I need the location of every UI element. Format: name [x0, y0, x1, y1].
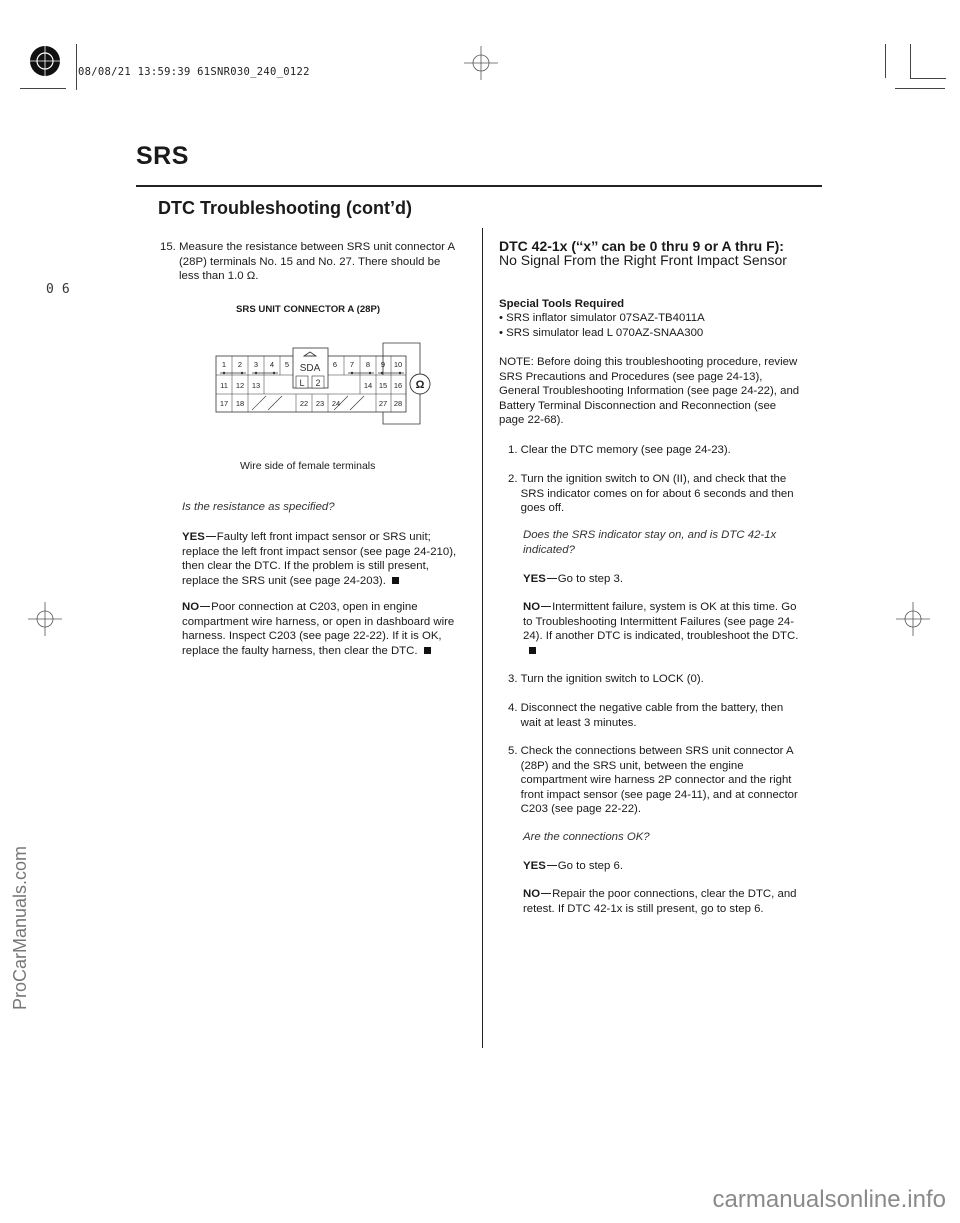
pin-label: 17 [219, 399, 229, 408]
step-text: Disconnect the negative cable from the battery, then wait at least 3 minutes. [520, 702, 784, 729]
connector-2-label: 2 [315, 378, 321, 388]
pin-label: 12 [235, 381, 245, 390]
step-text: Turn the ignition switch to LOCK (0). [520, 673, 704, 685]
crop-mark [885, 44, 886, 78]
pin-label: 28 [393, 399, 403, 408]
step-number: 5. [508, 745, 518, 757]
connector-svg [210, 338, 440, 438]
question-indicator: Does the SRS indicator stay on, and is DTC 42-1x indicated? [523, 529, 777, 556]
section-title: DTC Troubleshooting (cont’d) [158, 198, 412, 218]
pin-label: 11 [220, 381, 228, 390]
yes-label: YES [523, 573, 546, 585]
yes-text: Go to step 3. [557, 573, 624, 585]
pin-label: 15 [378, 381, 388, 390]
tool-item: • SRS inflator simulator 07SAZ-TB4011A [499, 312, 705, 324]
column-divider [482, 228, 483, 1048]
answer-yes [182, 530, 462, 588]
step-4 [508, 701, 804, 730]
dtc-heading: DTC 42-1x (‘‘x’’ can be 0 thru 9 or A thru F): [499, 238, 784, 254]
note-text: NOTE: Before doing this troubleshooting procedure, review SRS Precautions and Procedures (see page 24-13), General Troubleshooting Information (see page 24-22), and Battery Terminal Disconnection and Reconnection (see page 22-68). [499, 356, 800, 427]
pin-label: 2 [237, 360, 243, 369]
page-brand: SRS [136, 142, 189, 170]
step-number: 2. [508, 473, 518, 485]
no-label: NO [523, 888, 541, 900]
step-5 [508, 744, 804, 817]
yes-text: Go to step 6. [557, 860, 624, 872]
step-3 [508, 672, 804, 687]
answer-yes [523, 859, 803, 874]
crop-mark [20, 88, 66, 89]
crosshair-icon [896, 602, 930, 636]
answer-no [523, 887, 808, 916]
crosshair-icon [28, 602, 62, 636]
connector-sda-label: SDA [299, 363, 321, 374]
pin-label: 8 [365, 360, 371, 369]
dtc-subtitle: No Signal From the Right Front Impact Sensor [499, 252, 787, 268]
print-stamp: 08/08/21 13:59:39 61SNR030_240_0122 [78, 66, 310, 78]
connector-caption: Wire side of female terminals [240, 460, 376, 472]
ohmmeter-symbol: Ω [415, 379, 425, 391]
answer-yes [523, 572, 803, 587]
end-mark-icon [529, 647, 536, 654]
pin-label: 7 [349, 360, 355, 369]
tools-heading: Special Tools Required [499, 298, 625, 310]
tool-item: • SRS simulator lead L 070AZ-SNAA300 [499, 327, 704, 339]
step-number: 3. [508, 673, 518, 685]
crop-mark [910, 78, 946, 79]
pin-label: 6 [332, 360, 338, 369]
pin-label: 4 [269, 360, 275, 369]
pin-label: 5 [284, 360, 290, 369]
step-number: 15. [160, 241, 176, 253]
step-15 [160, 240, 460, 284]
crop-mark [910, 44, 911, 78]
end-mark-icon [424, 647, 431, 654]
page-number: 06 [46, 282, 78, 297]
yes-label: YES [182, 531, 205, 543]
question-resistance: Is the resistance as specified? [182, 501, 335, 513]
pin-label: 10 [393, 360, 403, 369]
end-mark-icon [392, 577, 399, 584]
connector-diagram [210, 338, 440, 438]
no-label: NO [182, 601, 200, 613]
step-text: Clear the DTC memory (see page 24-23). [520, 444, 731, 456]
yes-text: Faulty left front impact sensor or SRS unit; replace the left front impact sensor (see page 24-210), then clear the DTC. If the problem is still present, replace the SRS unit (see page 24-203). [182, 531, 457, 587]
pin-label: 16 [393, 381, 403, 390]
connector-l-label: L [299, 378, 305, 388]
pin-label: 9 [380, 360, 386, 369]
connector-title: SRS UNIT CONNECTOR A (28P) [236, 304, 381, 315]
pin-label: 24 [331, 399, 341, 408]
pin-label: 22 [299, 399, 309, 408]
yes-label: YES [523, 860, 546, 872]
crop-mark [895, 88, 945, 89]
footer-watermark: carmanualsonline.info [712, 1186, 946, 1213]
answer-no [523, 600, 805, 658]
crosshair-icon [464, 46, 498, 80]
pin-label: 18 [235, 399, 245, 408]
registration-target-icon [28, 44, 62, 78]
step-text: Measure the resistance between SRS unit connector A (28P) terminals No. 15 and No. 27. There should be less than 1.0 Ω. [179, 241, 455, 283]
crop-mark [76, 44, 77, 90]
step-number: 1. [508, 444, 518, 456]
step-number: 4. [508, 702, 518, 714]
pin-label: 3 [253, 360, 259, 369]
no-text: Repair the poor connections, clear the DTC, and retest. If DTC 42-1x is still present, go to step 6. [523, 888, 797, 915]
pin-label: 27 [378, 399, 388, 408]
pin-label: 23 [315, 399, 325, 408]
pin-label: 1 [221, 360, 227, 369]
question-connections: Are the connections OK? [523, 831, 650, 843]
step-text: Turn the ignition switch to ON (II), and check that the SRS indicator comes on for about 6 seconds and then goes off. [520, 473, 794, 515]
step-2 [508, 472, 804, 516]
no-text: Intermittent failure, system is OK at this time. Go to Troubleshooting Intermittent Failures (see page 24-24). If another DTC is indicated, troubleshoot the DTC. [523, 601, 799, 643]
no-label: NO [523, 601, 541, 613]
no-text: Poor connection at C203, open in engine compartment wire harness, or open in dashboard wire harness. Inspect C203 (see page 22-22). If it is OK, replace the faulty harness, then clear the DTC. [182, 601, 455, 657]
answer-no [182, 600, 462, 658]
pin-label: 13 [251, 381, 261, 390]
header-rule [136, 185, 822, 187]
step-1 [508, 443, 804, 458]
step-text: Check the connections between SRS unit connector A (28P) and the SRS unit, between the engine compartment wire harness 2P connector and the right front impact sensor (see page 24-11), and at connector C203 (see page 22-22). [520, 745, 798, 816]
pin-label: 14 [363, 381, 373, 390]
side-watermark: ProCarManuals.com [10, 845, 30, 1010]
